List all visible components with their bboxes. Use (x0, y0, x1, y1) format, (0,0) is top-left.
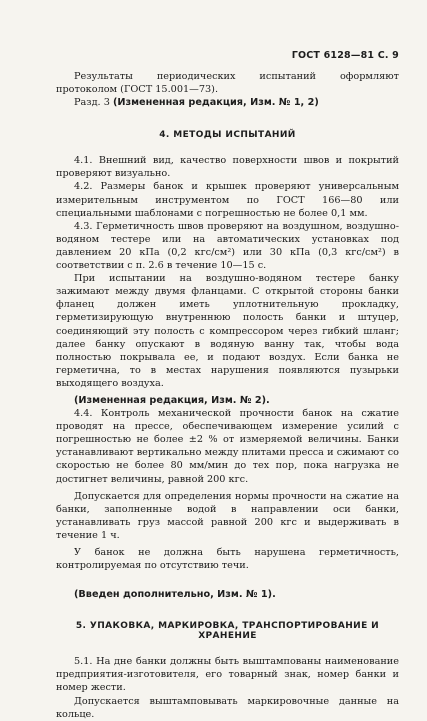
clause-4-4-tightness: У банок не должна быть нарушена герметичность, контролируемая по отсутствию течи. (56, 547, 399, 572)
clause-5-1-allowance: Допускается выштамповывать маркировочные данные на кольце. (56, 695, 399, 720)
section-5-title: 5. УПАКОВКА, МАРКИРОВКА, ТРАНСПОРТИРОВАНИЕ И ХРАНЕНИЕ (75, 621, 380, 642)
revision-note-2: (Измененная редакция, Изм. № 2). (74, 394, 270, 406)
clause-4-3-tester: При испытании на воздушно-водяном тестере банку зажимают между двумя фланцами. С открытой стороны банки фланец должен иметь уплотнительную прокладку, герметизирующую внутреннюю полость банки и штуцер, соединяющий эту полость с компрессором через гибкий шланг; далее банку опускают в водяную ванну так, чтобы вода полностью покрывала ее, и подают воздух. Если банка не герметична, то в местах нарушения появляются пузырьки выходящего воздуха. (56, 273, 399, 389)
clause-4-2: 4.2. Размеры банок и крышек проверяют универсальным измерительным инструментом по ГОСТ 166—80 или специальными шаблонами с погрешностью не более 0,1 мм. (56, 181, 399, 219)
revision-prefix: Разд. 3 (74, 97, 110, 109)
clause-4-1: 4.1. Внешний вид, качество поверхности швов и покрытий проверяют визуально. (56, 155, 399, 180)
page-header: ГОСТ 6128—81 С. 9 (291, 50, 399, 61)
revision-note: (Измененная редакция, Изм. № 1, 2) (112, 97, 319, 109)
intro-paragraph-protocol: Результаты периодических испытаний оформляют протоколом (ГОСТ 15.001—73). (56, 71, 399, 96)
document-body (56, 70, 399, 721)
intro-paragraph-revision (56, 96, 399, 109)
section-4-title: 4. МЕТОДЫ ИСПЫТАНИЙ (159, 130, 296, 141)
clause-5-1: 5.1. На дне банки должны быть выштампованы наименование предприятия-изготовителя, его товарный знак, номер банки и номер жести. (56, 656, 399, 694)
added-note: (Введен дополнительно, Изм. № 1). (74, 589, 276, 601)
clause-4-4: 4.4. Контроль механической прочности банок на сжатие проводят на прессе, обеспечивающем измерение усилий с погрешностью не более ±2 % от измеряемой величины. Банки устанавливают вертикально между плитами пресса и сжимают со скоростью не более 80 мм/мин до тех пор, пока нагрузка не достигнет величины, равной 200 кгс. (56, 408, 399, 485)
clause-4-4-allowance: Допускается для определения нормы прочности на сжатие на банки, заполненные водой в направлении оси банки, устанавливать груз массой равной 200 кгс и выдерживать в течение 1 ч. (56, 490, 399, 541)
clause-4-3: 4.3. Герметичность швов проверяют на воздушном, воздушно-водяном тестере или на автоматических установках под давлением 20 кПа (0,2 кгс/см²) или 30 кПа (0,3 кгс/см²) в соответствии с п. 2.6 в течение 10—15 с. (56, 220, 399, 272)
